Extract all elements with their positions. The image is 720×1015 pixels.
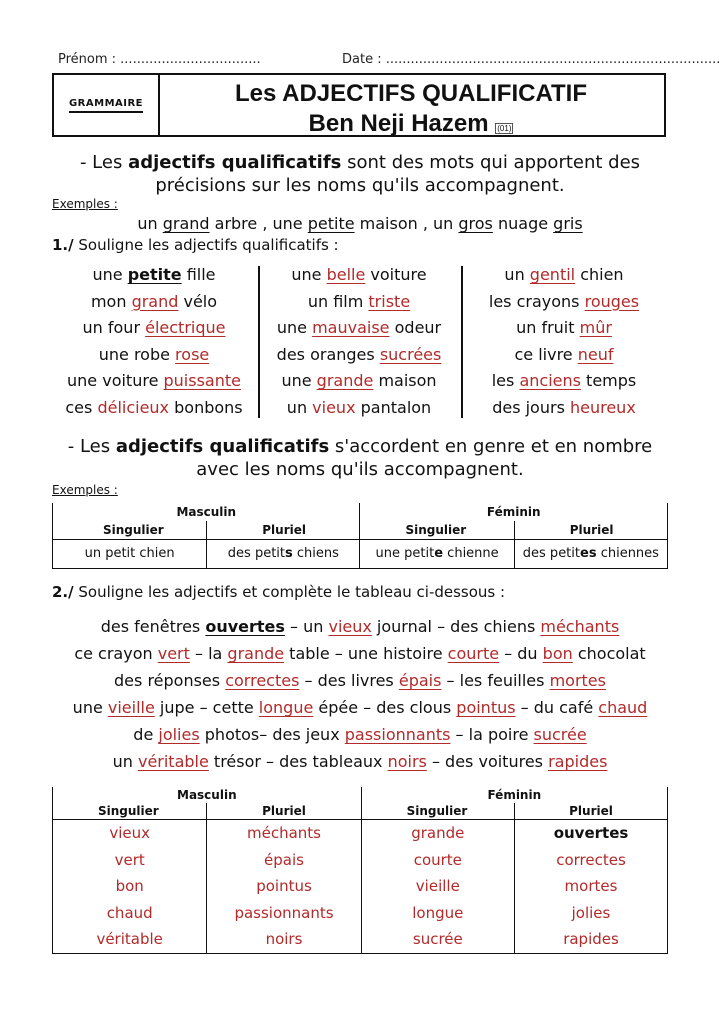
underlined-adjective: grand (131, 291, 179, 311)
answer-word: vert (114, 850, 145, 869)
exercise-item (257, 342, 461, 369)
text-segment: jupe – cette (154, 698, 259, 717)
sentence-line (40, 613, 680, 640)
pluriel-header: Pluriel (207, 521, 360, 539)
underlined-adjective: électrique (145, 318, 226, 337)
underlined-adjective: sucrées (379, 344, 442, 364)
text-segment: des petit (227, 546, 286, 561)
example-cell (514, 539, 667, 568)
answer-word: courte (413, 850, 462, 869)
exercise-item (462, 262, 666, 289)
text-segment: temps (580, 371, 637, 390)
underlined-adjective: mûr (579, 318, 612, 337)
text-segment: une (92, 265, 128, 284)
answer-word: ouvertes (553, 824, 629, 842)
underlined-adjective: mauvaise (312, 318, 390, 337)
underlined-adjective: petite (307, 214, 355, 233)
text-segment: voiture (365, 265, 427, 284)
text-segment: épée – des clous (313, 698, 457, 717)
underlined-adjective: mortes (549, 671, 606, 690)
text-segment: bonbons (169, 397, 243, 417)
feminin-header: Féminin (361, 787, 667, 803)
underlined-adjective: gentil (529, 265, 576, 284)
answer-word: correctes (556, 850, 626, 869)
text-segment: des fenêtres (100, 617, 206, 636)
underlined-adjective: vieux (328, 617, 372, 636)
example-cell (360, 539, 514, 568)
text-segment: une (72, 698, 108, 717)
text-segment: – du (499, 644, 543, 663)
singulier-header: Singulier (360, 521, 514, 539)
text-segment: un fruit (516, 318, 580, 337)
header-box (52, 73, 666, 137)
exercise-1-grid (52, 262, 666, 422)
sentence-line (40, 694, 680, 721)
exercise-item (52, 262, 256, 289)
singulier-header: Singulier (361, 803, 514, 820)
text-segment: photos– des jeux (199, 725, 345, 744)
definition-2 (40, 435, 680, 481)
text-segment: chocolat (572, 644, 646, 663)
text-segment: – la (189, 644, 228, 663)
underlined-adjective: vert (157, 644, 190, 663)
adjective: heureux (569, 397, 636, 417)
answer-word: pointus (256, 877, 312, 895)
answer-word: passionnants (234, 903, 334, 922)
text-segment: de (133, 725, 159, 744)
text-segment: fille (181, 265, 216, 284)
underlined-adjective: méchants (540, 617, 620, 636)
exercise-item (462, 289, 666, 316)
underlined-adjective: anciens (519, 371, 581, 390)
underlined-adjective: triste (368, 291, 411, 311)
exercise-item (257, 368, 461, 395)
text-segment: des jours (492, 397, 570, 417)
underlined-adjective: puissante (163, 371, 241, 390)
ex2-text: Souligne les adjectifs et complète le tableau ci-dessous : (73, 583, 506, 601)
title-block (158, 79, 664, 144)
feminin-header: Féminin (360, 503, 668, 521)
answer-word: grande (411, 824, 465, 842)
text-segment: chien (575, 265, 624, 284)
agreement-ending: es (580, 546, 597, 561)
underlined-adjective: jolies (158, 725, 200, 744)
underlined-adjective: véritable (137, 752, 209, 771)
underlined-adjective: chaud (598, 698, 648, 717)
underlined-adjective: vieille (107, 698, 155, 717)
pluriel-header: Pluriel (207, 803, 361, 820)
text-segment: – des voitures (426, 752, 549, 771)
underlined-adjective: grand (162, 214, 210, 233)
exercise-item (257, 395, 461, 422)
text-segment: un (112, 752, 138, 771)
underlined-adjective: belle (326, 265, 366, 284)
adjective: délicieux (97, 397, 170, 417)
underlined-adjective: rouges (584, 291, 640, 311)
answer-word: rapides (563, 930, 619, 948)
singulier-header: Singulier (53, 521, 207, 539)
text-segment: odeur (389, 318, 442, 337)
exercise-item (257, 315, 461, 342)
text-segment: un (286, 397, 313, 417)
underlined-adjective: courte (447, 644, 500, 663)
agreement-table (52, 503, 668, 569)
def2-bold: adjectifs qualificatifs (115, 436, 330, 457)
underlined-adjective: correctes (225, 671, 300, 690)
exercise-item (257, 289, 461, 316)
answer-word: bon (115, 877, 144, 895)
text-segment: un (504, 265, 530, 284)
ex1-number: 1./ (52, 236, 74, 254)
author-name: Ben Neji Hazem (308, 110, 489, 137)
answer-word: véritable (96, 930, 163, 948)
agreement-ending: e (434, 546, 444, 561)
example-cell (53, 539, 207, 568)
text-segment: ce crayon (74, 644, 158, 663)
text-segment: des oranges (276, 344, 380, 364)
ex1-text: Souligne les adjectifs qualificatifs : (73, 236, 339, 254)
masc-plur-column (207, 820, 361, 954)
masc-sing-column (53, 820, 207, 954)
underlined-adjective: rose (175, 344, 210, 364)
answer-word: vieille (415, 877, 460, 895)
page-title: Les ADJECTIFS QUALIFICATIF (234, 80, 587, 107)
def1-bold: adjectifs qualificatifs (128, 152, 342, 173)
text-segment: maison , un (354, 214, 459, 233)
text-segment: – les feuilles (441, 671, 550, 690)
underlined-adjective: passionnants (344, 725, 451, 744)
text-segment: ce livre (514, 344, 578, 364)
ex1-column-2 (257, 262, 461, 421)
answer-list (515, 847, 667, 953)
prenom-field[interactable]: Prénom : .................................. (58, 52, 261, 67)
exemples-label: Exemples : (52, 197, 118, 211)
answer-word: mortes (564, 877, 618, 895)
text-segment: pantalon (355, 397, 432, 417)
pluriel-header: Pluriel (515, 803, 668, 820)
def2-line2: avec les noms qu'ils accompagnent. (196, 459, 524, 480)
ex1-column-1 (52, 262, 256, 421)
text-segment: mon (90, 291, 132, 311)
exercise-item (52, 368, 256, 395)
text-segment: – la poire (450, 725, 534, 744)
underlined-adjective: pointus (456, 698, 516, 717)
exercise-2-sentences (40, 613, 680, 775)
ex1-column-3 (462, 262, 666, 421)
fem-sing-column (361, 820, 514, 954)
text-segment: une (276, 318, 313, 337)
text-segment: nuage (492, 214, 554, 233)
text-segment: des petit (522, 546, 580, 561)
answer-word: méchants (246, 824, 321, 842)
exercise-1-instruction (52, 236, 339, 254)
def1-prefix: - Les (79, 152, 129, 173)
singulier-header: Singulier (53, 803, 207, 820)
sentence-line (40, 640, 680, 667)
exercise-item (52, 289, 256, 316)
answer-word: noirs (265, 930, 303, 948)
def1-rest: sont des mots qui apportent des (341, 152, 641, 173)
underlined-adjective: sucrée (533, 725, 587, 744)
text-segment: une robe (98, 344, 176, 364)
masculin-header: Masculin (53, 503, 360, 521)
underlined-adjective: neuf (577, 344, 614, 364)
text-segment: vélo (178, 291, 218, 311)
logo-text: GRAMMAIRE (69, 98, 143, 113)
answer-table (52, 787, 668, 954)
underlined-adjective: noirs (387, 752, 427, 771)
text-segment: un (137, 214, 163, 233)
text-segment: une petit (375, 546, 435, 561)
text-segment: – un (284, 617, 329, 636)
underlined-adjective: ouvertes (205, 617, 285, 636)
text-segment: des réponses (114, 671, 226, 690)
text-segment: une (291, 265, 327, 284)
exercise-item (462, 342, 666, 369)
sentence-line (40, 721, 680, 748)
exemples-label-2: Exemples : (52, 483, 118, 497)
answer-word: jolies (571, 903, 611, 922)
underlined-adjective: petite (127, 265, 182, 284)
grammaire-logo (54, 75, 160, 135)
underlined-adjective: gros (458, 214, 493, 233)
answer-word: chaud (106, 903, 153, 922)
text-segment: chiens (292, 546, 339, 561)
def1-line2: précisions sur les noms qu'ils accompagnent. (155, 175, 565, 196)
underlined-adjective: grande (227, 644, 285, 663)
underlined-adjective: rapides (548, 752, 608, 771)
text-segment: arbre , une (209, 214, 308, 233)
def2-prefix: - Les (67, 436, 116, 457)
sentence-line (40, 667, 680, 694)
exercise-2-instruction (52, 583, 505, 601)
exercise-item (462, 368, 666, 395)
exercise-item (257, 262, 461, 289)
exercise-item (462, 395, 666, 422)
text-segment: ces (65, 397, 98, 417)
fem-plur-column (515, 820, 668, 954)
answer-word: longue (412, 903, 464, 922)
text-segment: table – une histoire (284, 644, 448, 663)
text-segment: – des livres (299, 671, 399, 690)
underlined-adjective: gris (553, 214, 583, 233)
example-sentence (40, 214, 680, 233)
text-segment: un petit chien (84, 546, 175, 561)
text-segment: journal – des chiens (371, 617, 541, 636)
answer-word: épais (264, 850, 304, 869)
text-segment: les (491, 371, 520, 390)
text-segment: les crayons (488, 291, 585, 311)
text-segment: trésor – des tableaux (208, 752, 388, 771)
exercise-item (52, 395, 256, 422)
exercise-item (52, 315, 256, 342)
author-line (158, 109, 664, 144)
def2-rest: s'accordent en genre et en nombre (329, 436, 653, 457)
text-segment: chienne (443, 546, 499, 561)
text-segment: – du café (515, 698, 599, 717)
answer-word: sucrée (412, 930, 463, 948)
date-field[interactable]: Date : ................................................................................. (342, 52, 720, 67)
adjective: vieux (312, 397, 356, 417)
ex2-number: 2./ (52, 583, 74, 601)
pluriel-header: Pluriel (514, 521, 667, 539)
underlined-adjective: épais (398, 671, 442, 690)
sheet-number: (01) (497, 124, 512, 133)
underlined-adjective: longue (258, 698, 314, 717)
underlined-adjective: grande (316, 371, 374, 390)
masculin-header: Masculin (53, 787, 362, 803)
answer-word: vieux (109, 824, 151, 842)
exercise-item (52, 342, 256, 369)
underlined-adjective: bon (542, 644, 573, 663)
sentence-line (40, 748, 680, 775)
example-cell (207, 539, 360, 568)
text-segment: une (281, 371, 317, 390)
text-segment: chiennes (596, 546, 659, 561)
definition-1 (40, 151, 680, 197)
text-segment: un four (82, 318, 146, 337)
exercise-item (462, 315, 666, 342)
text-segment: un film (307, 291, 369, 311)
agreement-ending: s (285, 546, 293, 561)
text-segment: une voiture (67, 371, 164, 390)
text-segment: maison (373, 371, 437, 390)
